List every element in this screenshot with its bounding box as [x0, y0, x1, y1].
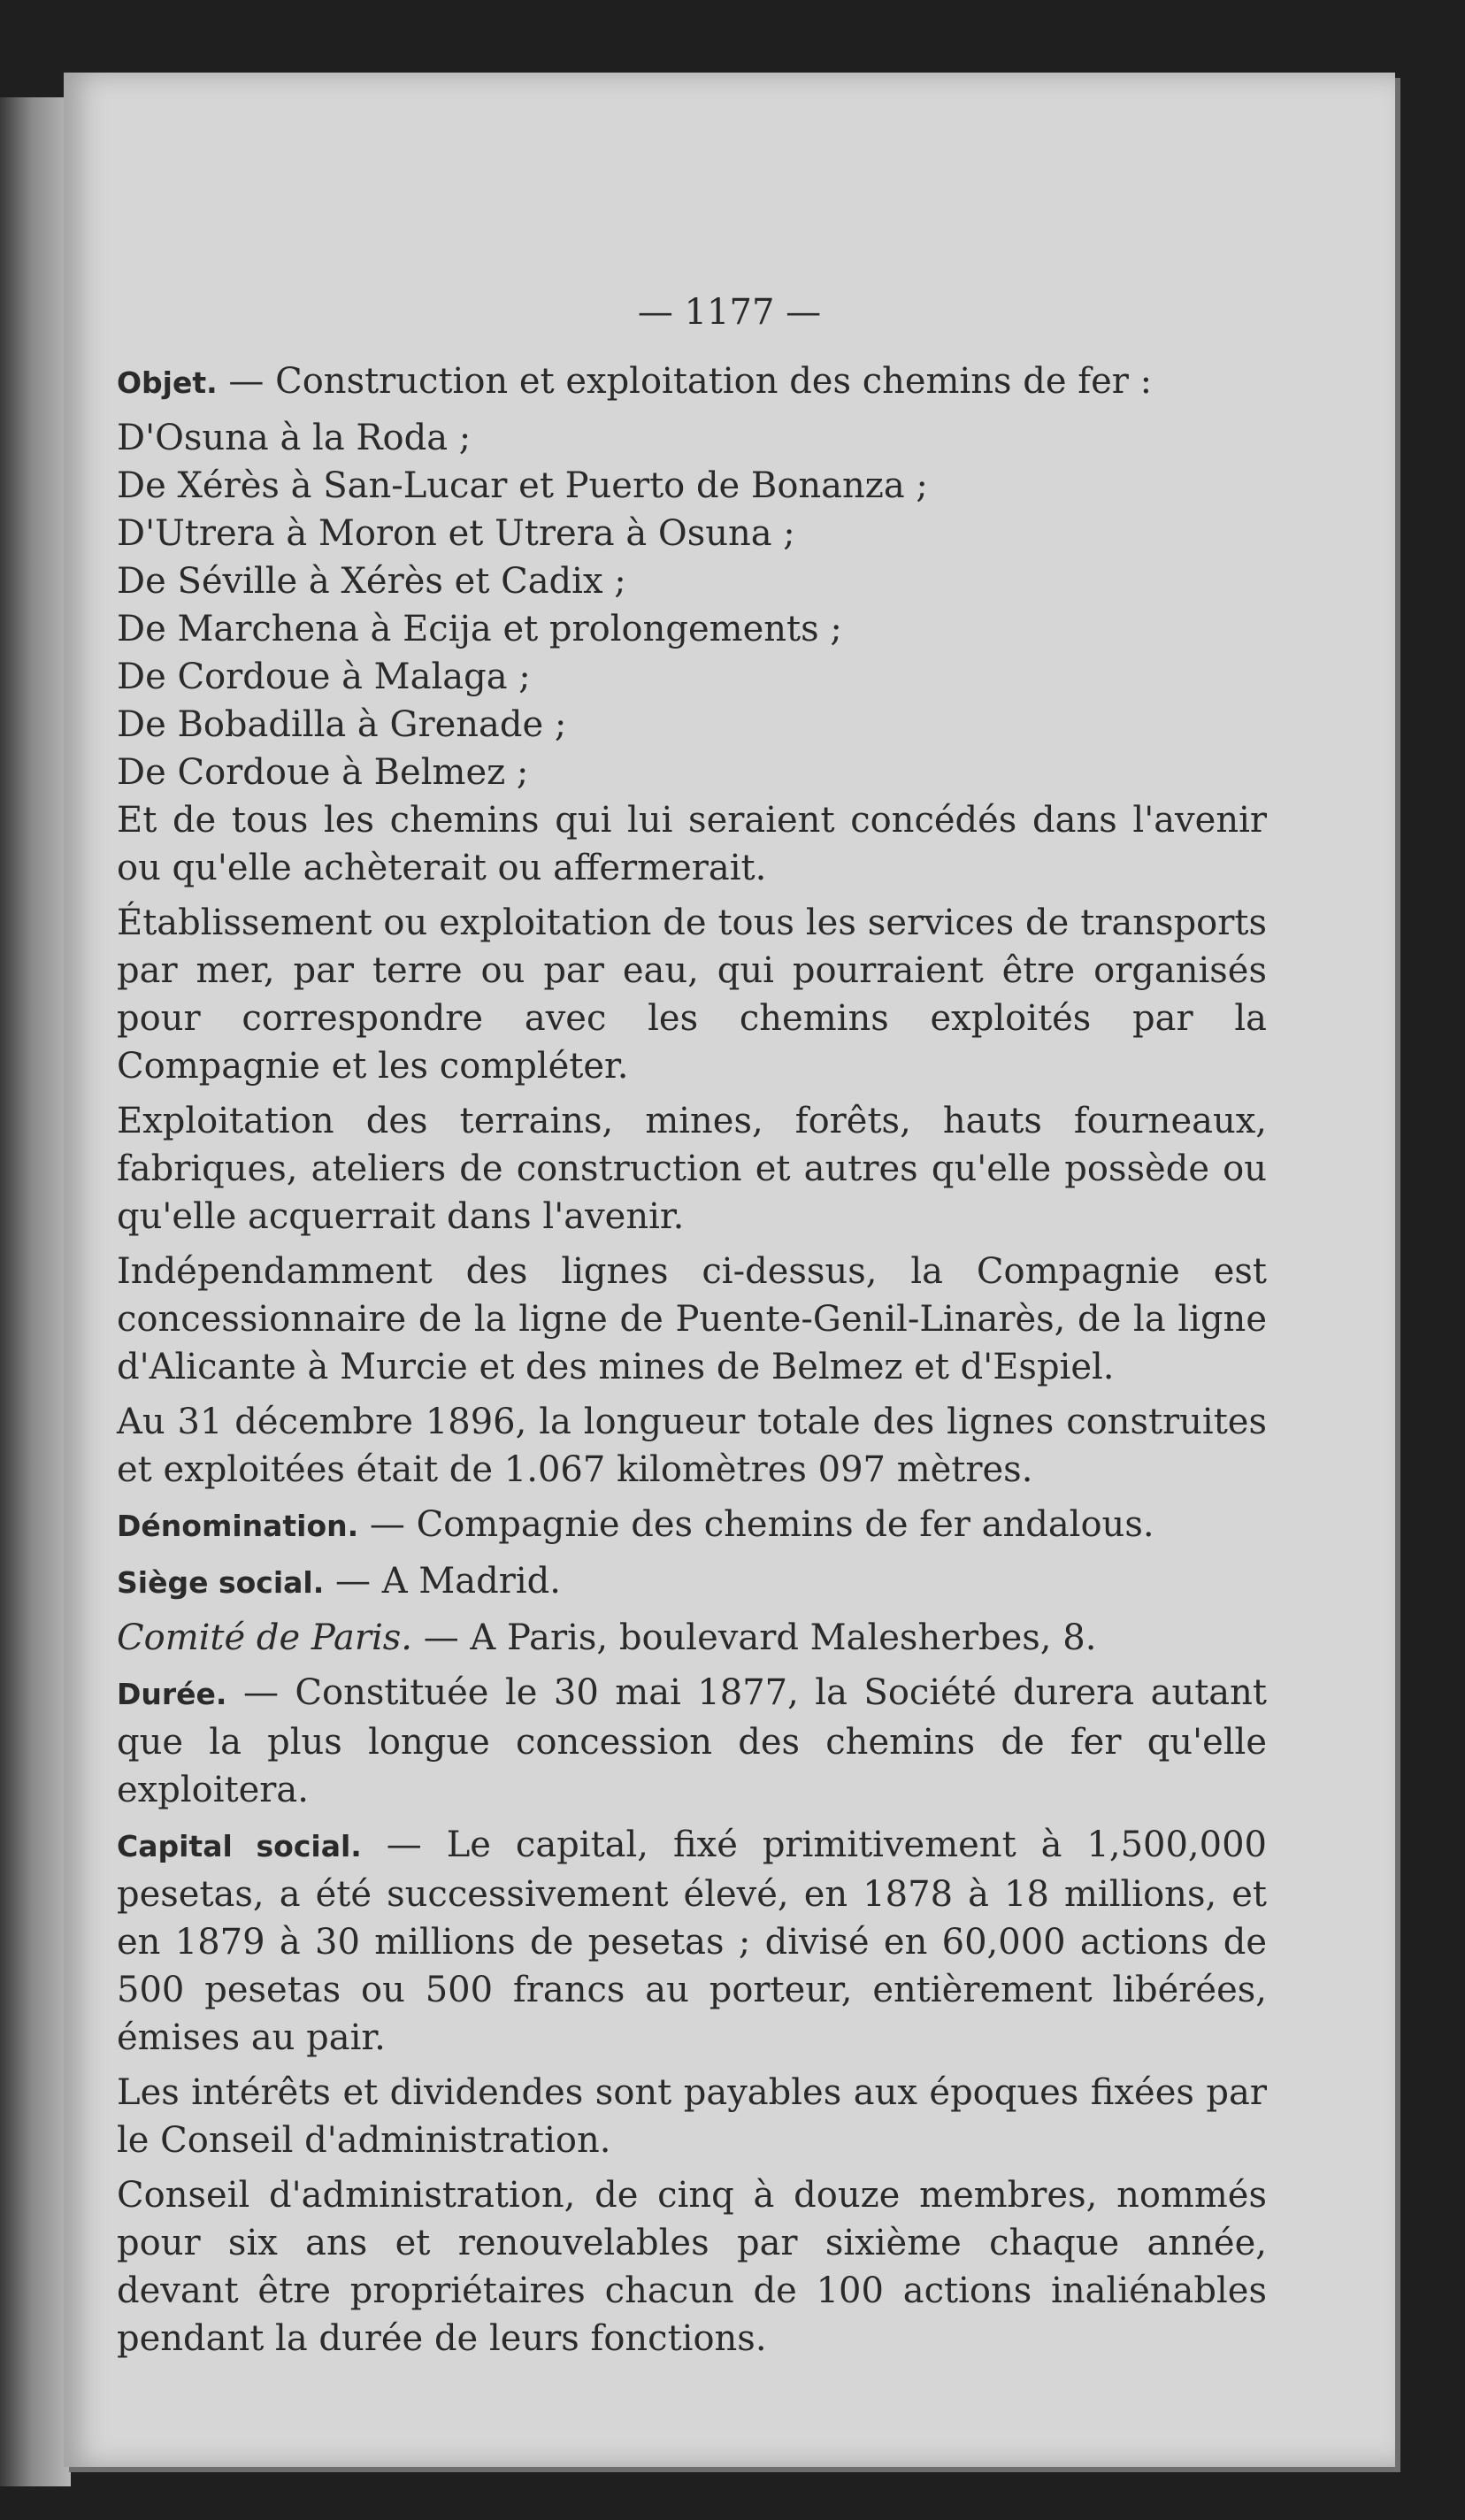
routes-list: [117, 414, 1267, 796]
concedes-paragraph: Et de tous les chemins qui lui seraient concédés dans l'avenir ou qu'elle achèterait ou affermerait.: [117, 800, 1267, 888]
comite-paragraph: [117, 1614, 1267, 1662]
page-number: — 1177 —: [637, 292, 822, 333]
capital-text: — Le capital, fixé primitivement à 1,500,000 pesetas, a été successivement élevé, en 1878 à 18 millions, et en 1879 à 30 millions de pesetas ; divisé en 60,000 actions de 500 pesetas ou 500 francs au porteur, entièrement libérées, émises au pair.: [117, 1825, 1267, 2058]
objet-paragraph: [117, 357, 1267, 407]
etablissement-paragraph: Établissement ou exploitation de tous les services de transports par mer, par terre ou par eau, qui pourraient être organisés pour correspondre avec les chemins exploités par la Compagnie et les compléter.: [117, 903, 1267, 1087]
capital-paragraph: [117, 1821, 1267, 2062]
objet-text: — Construction et exploitation des chemins de fer :: [217, 361, 1153, 402]
duree-paragraph: [117, 1669, 1267, 1814]
route-item: De Cordoue à Belmez ;: [117, 752, 529, 793]
route-item: De Xérès à San-Lucar et Puerto de Bonanza ;: [117, 465, 928, 506]
route-item: De Cordoue à Malaga ;: [117, 657, 531, 697]
denomination-label: Dénomination.: [117, 1509, 359, 1543]
document-page: [64, 73, 1395, 2467]
objet-label: Objet.: [117, 365, 218, 400]
siege-text: — A Madrid.: [324, 1561, 561, 1602]
siege-paragraph: [117, 1557, 1267, 1607]
longueur-paragraph: Au 31 décembre 1896, la longueur totale des lignes construites et exploitées était de 1.067 kilomètres 097 mètres.: [117, 1402, 1267, 1490]
route-item: De Marchena à Ecija et prolongements ;: [117, 609, 842, 649]
page-content: [117, 357, 1267, 2370]
route-item: D'Osuna à la Roda ;: [117, 418, 472, 458]
comite-text: — A Paris, boulevard Malesherbes, 8.: [411, 1617, 1097, 1658]
capital-label: Capital social.: [117, 1829, 362, 1863]
siege-label: Siège social.: [117, 1565, 325, 1600]
conseil-paragraph: Conseil d'administration, de cinq à douze membres, nommés pour six ans et renouvelables par sixième chaque année, devant être propriétaires chacun de 100 actions inaliénables pendant la durée de leurs fonctions.: [117, 2175, 1267, 2359]
exploitation-paragraph: Exploitation des terrains, mines, forêts, hauts fourneaux, fabriques, ateliers de construction et autres qu'elle possède ou qu'elle acquerrait dans l'avenir.: [117, 1101, 1267, 1237]
duree-label: Durée.: [117, 1677, 227, 1711]
denomination-text: — Compagnie des chemins de fer andalous.: [358, 1504, 1154, 1545]
adjacent-page-edge: [0, 97, 71, 2486]
interets-paragraph: Les intérêts et dividendes sont payables aux époques fixées par le Conseil d'administration.: [117, 2072, 1267, 2161]
denomination-paragraph: [117, 1501, 1267, 1550]
route-item: D'Utrera à Moron et Utrera à Osuna ;: [117, 513, 795, 554]
duree-text: — Constituée le 30 mai 1877, la Société durera autant que la plus longue concession des chemins de fer qu'elle exploitera.: [117, 1672, 1267, 1810]
independamment-paragraph: Indépendamment des lignes ci-dessus, la Compagnie est concessionnaire de la ligne de Puente-Genil-Linarès, de la ligne d'Alicante à Murcie et des mines de Belmez et d'Espiel.: [117, 1251, 1267, 1387]
comite-label: Comité de Paris.: [117, 1617, 412, 1658]
route-item: De Bobadilla à Grenade ;: [117, 704, 567, 745]
route-item: De Séville à Xérès et Cadix ;: [117, 561, 626, 602]
